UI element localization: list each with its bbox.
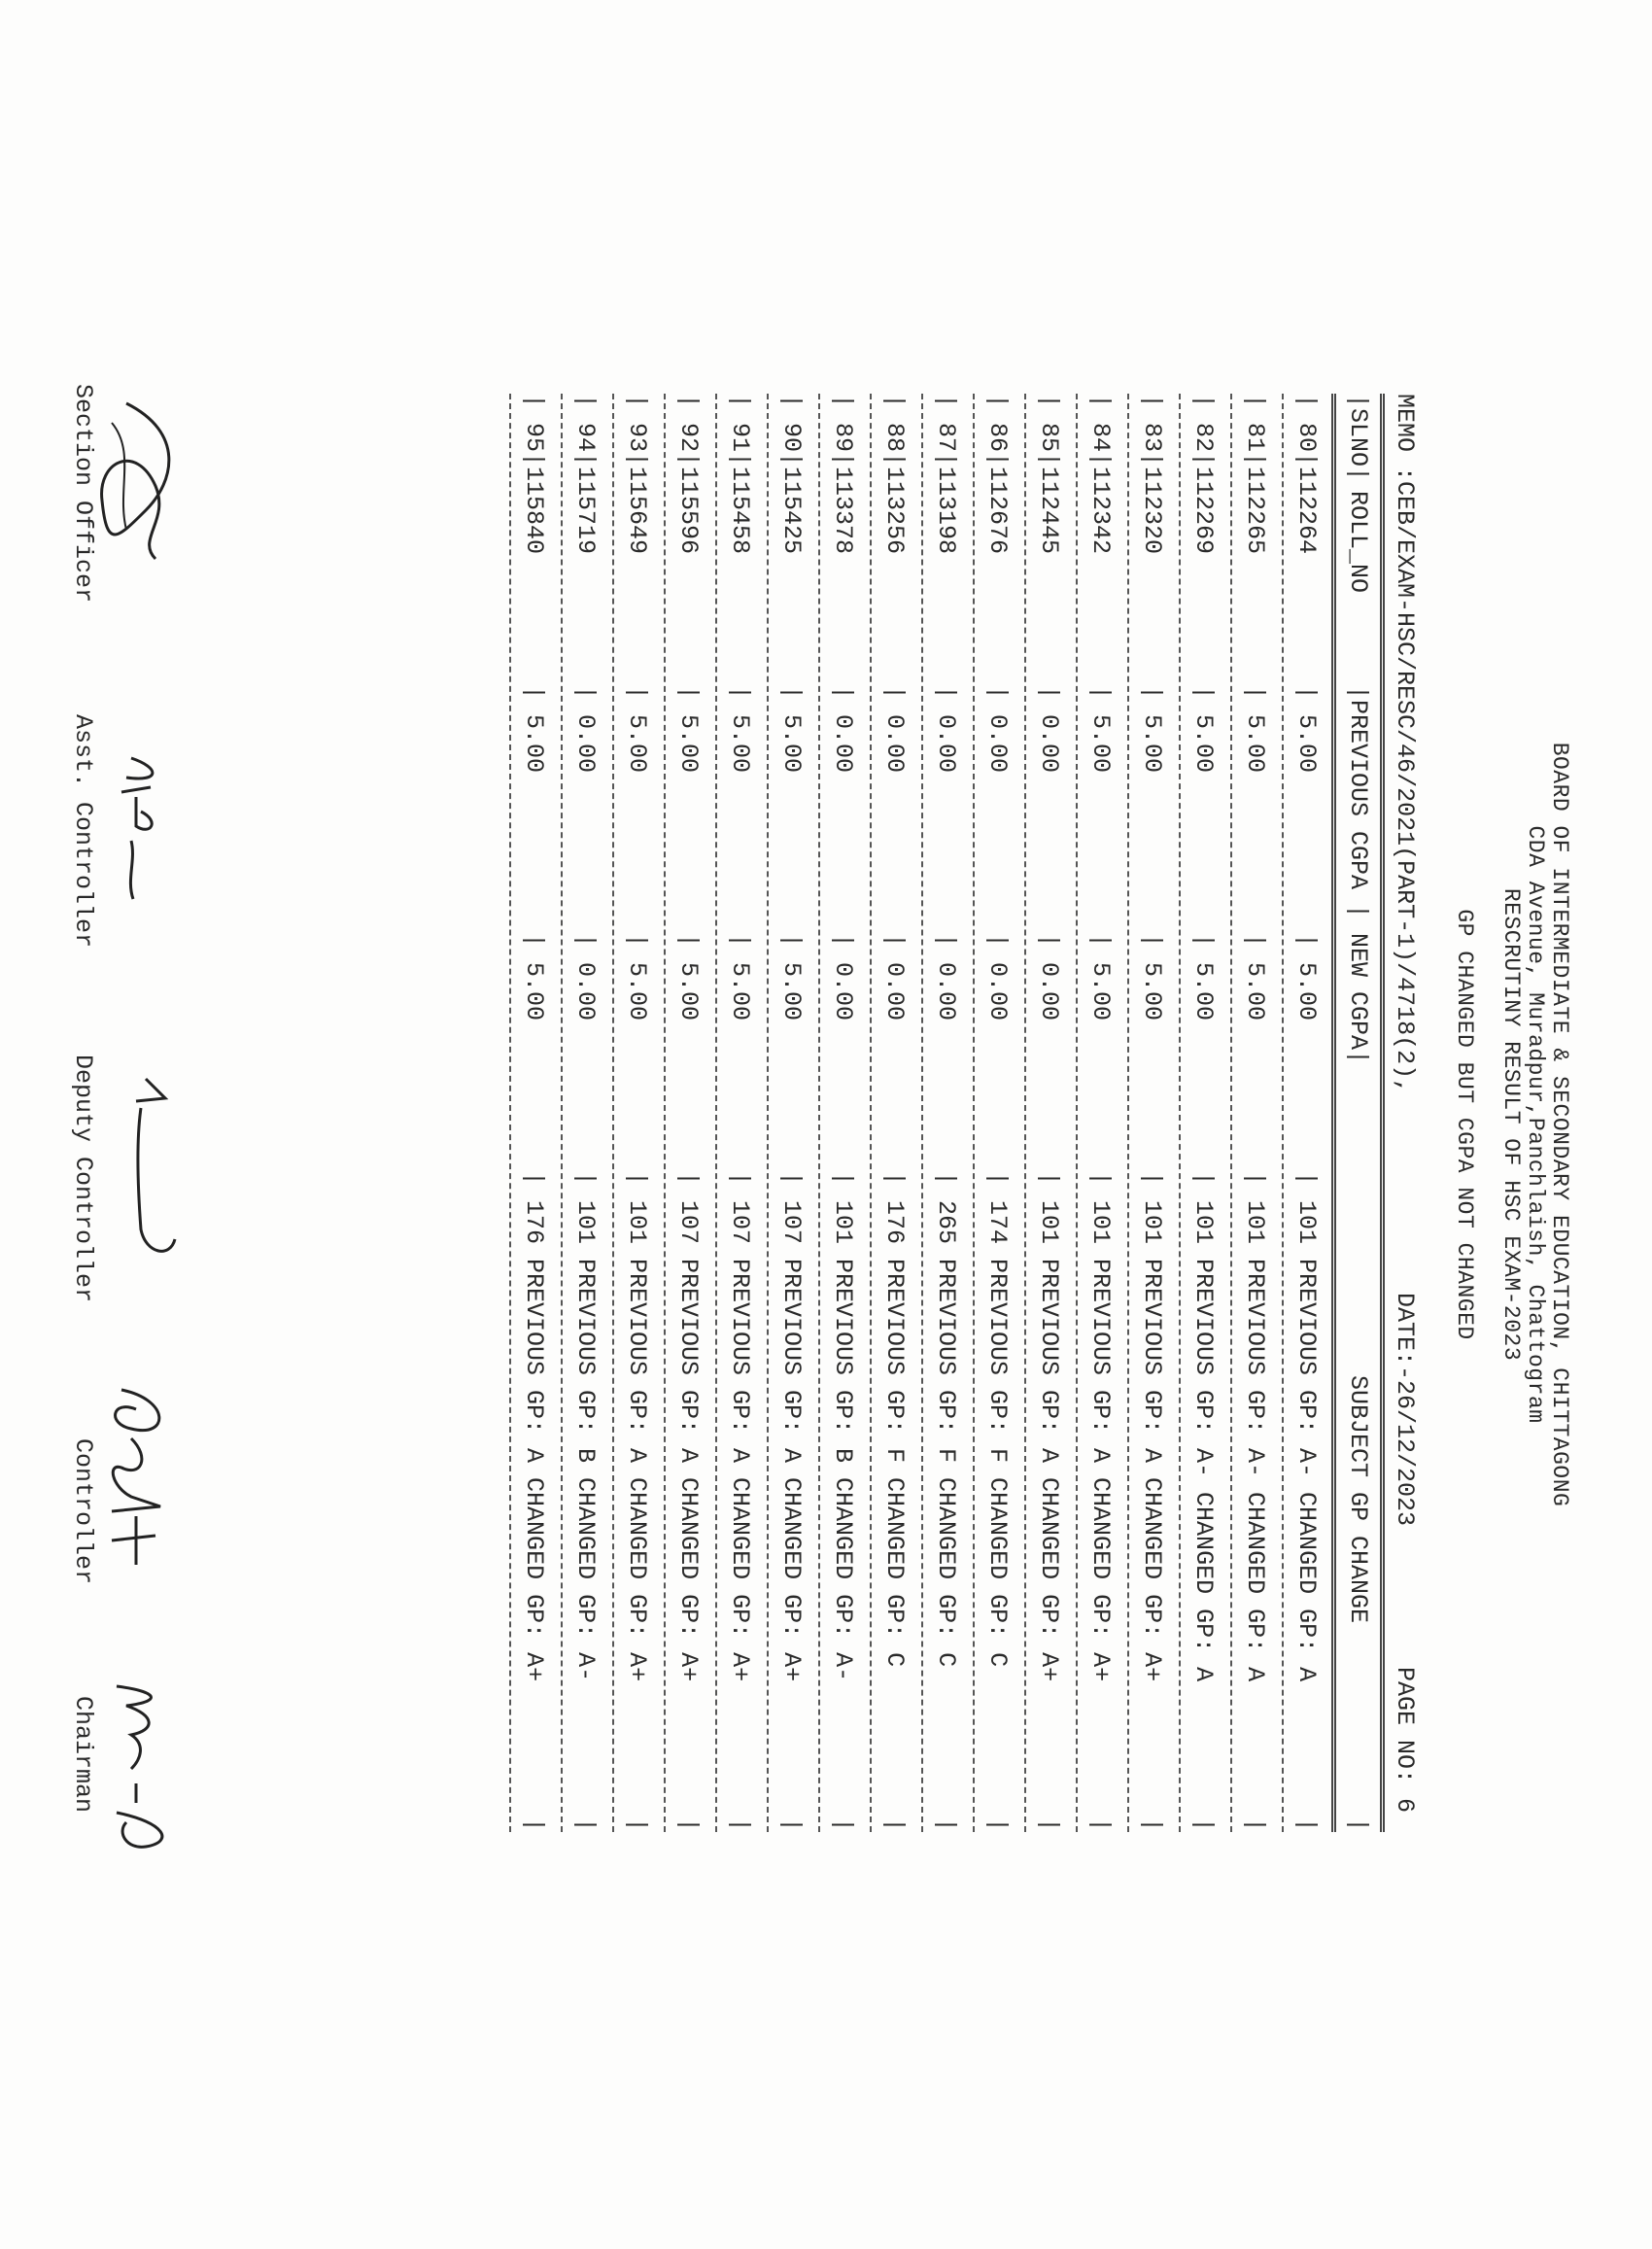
row-slno: | 86| xyxy=(983,394,1012,467)
col-subject-gp-change: SUBJECT GP CHANGE xyxy=(1344,1375,1372,1624)
row-previous-cgpa: | 0.00 xyxy=(829,685,857,774)
row-new-cgpa: | 5.00 xyxy=(1189,933,1218,1021)
row-roll-no: 115425 xyxy=(777,467,806,555)
row-slno: | 80| xyxy=(1292,394,1321,467)
col-new-cgpa: NEW CGPA| xyxy=(1344,933,1372,1065)
row-slno: | 85| xyxy=(1035,394,1063,467)
sig-label-deputy-controller: Deputy Controller xyxy=(69,1055,97,1303)
row-subject-gp-change: | 265 PREVIOUS GP: F CHANGED GP: C xyxy=(932,1171,960,1668)
row-previous-cgpa: | 5.00 xyxy=(726,685,754,774)
row-slno: | 88| xyxy=(880,394,909,467)
row-roll-no: 115649 xyxy=(623,467,651,555)
row-previous-cgpa: | 0.00 xyxy=(571,685,600,774)
row-end: | xyxy=(777,1817,806,1833)
row-end: | xyxy=(726,1817,754,1833)
row-new-cgpa: | 5.00 xyxy=(623,933,651,1021)
row-slno: | 82| xyxy=(1189,394,1218,467)
row-previous-cgpa: | 5.00 xyxy=(623,685,651,774)
row-roll-no: 112269 xyxy=(1189,467,1218,555)
sig-label-controller: Controller xyxy=(69,1438,97,1585)
row-new-cgpa: | 5.00 xyxy=(1241,933,1269,1021)
row-slno: | 91| xyxy=(726,394,754,467)
row-previous-cgpa: | 5.00 xyxy=(1138,685,1166,774)
row-divider xyxy=(921,394,923,1832)
row-subject-gp-change: | 101 PREVIOUS GP: B CHANGED GP: A- xyxy=(829,1171,857,1682)
row-subject-gp-change: | 174 PREVIOUS GP: F CHANGED GP: C xyxy=(983,1171,1012,1668)
row-divider xyxy=(973,394,975,1832)
col-end: | xyxy=(1344,1817,1372,1833)
header-rule-bottom xyxy=(1331,394,1336,1832)
row-end: | xyxy=(1241,1817,1269,1833)
sig-label-chairman: Chairman xyxy=(69,1696,97,1814)
row-end: | xyxy=(674,1817,703,1833)
row-roll-no: 112676 xyxy=(983,467,1012,555)
table-row xyxy=(567,394,605,1832)
page-number: PAGE NO: 6 xyxy=(1391,1667,1419,1814)
row-slno: | 94| xyxy=(571,394,600,467)
row-divider xyxy=(509,394,511,1832)
table-row xyxy=(1082,394,1120,1832)
row-previous-cgpa: | 5.00 xyxy=(674,685,703,774)
row-roll-no: 112342 xyxy=(1086,467,1115,555)
row-end: | xyxy=(1086,1817,1115,1833)
row-new-cgpa: | 5.00 xyxy=(1138,933,1166,1021)
row-divider xyxy=(612,394,614,1832)
row-new-cgpa: | 0.00 xyxy=(829,933,857,1021)
table-row xyxy=(721,394,760,1832)
row-end: | xyxy=(829,1817,857,1833)
board-name: BOARD OF INTERMEDIATE & SECONDARY EDUCATION, CHITTAGONG xyxy=(1547,742,1572,1507)
table-row xyxy=(773,394,811,1832)
table-row xyxy=(1030,394,1069,1832)
row-previous-cgpa: | 0.00 xyxy=(983,685,1012,774)
row-roll-no: 115458 xyxy=(726,467,754,555)
row-new-cgpa: | 5.00 xyxy=(726,933,754,1021)
row-new-cgpa: | 5.00 xyxy=(674,933,703,1021)
table-row xyxy=(1133,394,1172,1832)
col-previous-cgpa: |PREVIOUS CGPA | xyxy=(1344,685,1372,919)
row-new-cgpa: | 0.00 xyxy=(983,933,1012,1021)
row-subject-gp-change: | 101 PREVIOUS GP: A CHANGED GP: A+ xyxy=(1138,1171,1166,1682)
row-roll-no: 115719 xyxy=(571,467,600,555)
memo-number: MEMO :CEB/EXAM-HSC/RESC/46/2021(PART-1)/4718(2), xyxy=(1391,394,1419,1094)
row-end: | xyxy=(880,1817,909,1833)
signature-asst-controller xyxy=(102,753,170,909)
row-roll-no: 112445 xyxy=(1035,467,1063,555)
row-new-cgpa: | 0.00 xyxy=(932,933,960,1021)
row-end: | xyxy=(1292,1817,1321,1833)
row-subject-gp-change: | 101 PREVIOUS GP: A CHANGED GP: A+ xyxy=(1086,1171,1115,1682)
row-new-cgpa: | 0.00 xyxy=(571,933,600,1021)
row-previous-cgpa: | 5.00 xyxy=(1241,685,1269,774)
table-row xyxy=(927,394,966,1832)
row-divider xyxy=(1024,394,1026,1832)
row-divider xyxy=(818,394,820,1832)
row-subject-gp-change: | 107 PREVIOUS GP: A CHANGED GP: A+ xyxy=(726,1171,754,1682)
row-divider xyxy=(561,394,563,1832)
signature-chairman xyxy=(97,1677,185,1871)
row-slno: | 92| xyxy=(674,394,703,467)
row-slno: | 83| xyxy=(1138,394,1166,467)
row-divider xyxy=(767,394,769,1832)
row-subject-gp-change: | 101 PREVIOUS GP: A- CHANGED GP: A xyxy=(1241,1171,1269,1682)
table-row xyxy=(979,394,1017,1832)
row-divider xyxy=(664,394,666,1832)
report-subtitle: GP CHANGED BUT CGPA NOT CHANGED xyxy=(1452,909,1477,1340)
row-end: | xyxy=(1138,1817,1166,1833)
row-subject-gp-change: | 176 PREVIOUS GP: A CHANGED GP: A+ xyxy=(520,1171,548,1682)
row-roll-no: 115596 xyxy=(674,467,703,555)
row-roll-no: 112264 xyxy=(1292,467,1321,555)
row-divider xyxy=(1179,394,1181,1832)
row-end: | xyxy=(1035,1817,1063,1833)
row-new-cgpa: | 0.00 xyxy=(880,933,909,1021)
row-subject-gp-change: | 176 PREVIOUS GP: F CHANGED GP: C xyxy=(880,1171,909,1668)
row-roll-no: 115840 xyxy=(520,467,548,555)
row-new-cgpa: | 5.00 xyxy=(1292,933,1321,1021)
row-slno: | 87| xyxy=(932,394,960,467)
row-roll-no: 112320 xyxy=(1138,467,1166,555)
row-subject-gp-change: | 101 PREVIOUS GP: A CHANGED GP: A+ xyxy=(1035,1171,1063,1682)
row-subject-gp-change: | 101 PREVIOUS GP: B CHANGED GP: A- xyxy=(571,1171,600,1682)
row-previous-cgpa: | 0.00 xyxy=(932,685,960,774)
col-roll: ROLL_NO xyxy=(1344,491,1372,594)
row-slno: | 84| xyxy=(1086,394,1115,467)
result-title: RESCRUTINY RESULT OF HSC EXAM-2023 xyxy=(1498,887,1524,1362)
row-new-cgpa: | 5.00 xyxy=(520,933,548,1021)
row-subject-gp-change: | 101 PREVIOUS GP: A- CHANGED GP: A xyxy=(1292,1171,1321,1682)
row-roll-no: 113198 xyxy=(932,467,960,555)
signature-deputy-controller xyxy=(107,1074,194,1268)
row-new-cgpa: | 0.00 xyxy=(1035,933,1063,1021)
row-previous-cgpa: | 5.00 xyxy=(1292,685,1321,774)
table-header-row xyxy=(1339,394,1378,1832)
row-subject-gp-change: | 101 PREVIOUS GP: A- CHANGED GP: A xyxy=(1189,1171,1218,1682)
row-previous-cgpa: | 5.00 xyxy=(520,685,548,774)
row-slno: | 81| xyxy=(1241,394,1269,467)
row-roll-no: 113378 xyxy=(829,467,857,555)
row-end: | xyxy=(520,1817,548,1833)
table-row xyxy=(515,394,554,1832)
row-end: | xyxy=(571,1817,600,1833)
sig-label-asst-controller: Asst. Controller xyxy=(69,714,97,949)
table-row xyxy=(876,394,914,1832)
row-subject-gp-change: | 107 PREVIOUS GP: A CHANGED GP: A+ xyxy=(777,1171,806,1682)
row-end: | xyxy=(983,1817,1012,1833)
col-slno: |SLNO| xyxy=(1344,394,1372,482)
row-new-cgpa: | 5.00 xyxy=(777,933,806,1021)
row-subject-gp-change: | 107 PREVIOUS GP: A CHANGED GP: A+ xyxy=(674,1171,703,1682)
row-previous-cgpa: | 5.00 xyxy=(777,685,806,774)
row-slno: | 89| xyxy=(829,394,857,467)
table-row xyxy=(824,394,863,1832)
row-slno: | 90| xyxy=(777,394,806,467)
table-row xyxy=(670,394,708,1832)
table-row xyxy=(618,394,657,1832)
row-slno: | 95| xyxy=(520,394,548,467)
row-divider xyxy=(715,394,717,1832)
row-divider xyxy=(1282,394,1284,1832)
signature-section-officer xyxy=(87,394,194,569)
row-previous-cgpa: | 5.00 xyxy=(1086,685,1115,774)
row-roll-no: 113256 xyxy=(880,467,909,555)
row-end: | xyxy=(932,1817,960,1833)
header-rule-top xyxy=(1380,394,1385,1832)
row-end: | xyxy=(1189,1817,1218,1833)
row-new-cgpa: | 5.00 xyxy=(1086,933,1115,1021)
row-roll-no: 112265 xyxy=(1241,467,1269,555)
row-previous-cgpa: | 0.00 xyxy=(880,685,909,774)
sig-label-section-officer: Section Officer xyxy=(69,384,97,604)
row-previous-cgpa: | 5.00 xyxy=(1189,685,1218,774)
board-address: CDA Avenue, Muradpur,Panchlaish, Chattogram xyxy=(1523,825,1548,1424)
row-divider xyxy=(870,394,872,1832)
row-divider xyxy=(1230,394,1232,1832)
row-end: | xyxy=(623,1817,651,1833)
signature-controller xyxy=(92,1380,180,1594)
row-divider xyxy=(1127,394,1129,1832)
row-subject-gp-change: | 101 PREVIOUS GP: A CHANGED GP: A+ xyxy=(623,1171,651,1682)
table-row xyxy=(1236,394,1275,1832)
row-slno: | 93| xyxy=(623,394,651,467)
row-divider xyxy=(1076,394,1078,1832)
row-previous-cgpa: | 0.00 xyxy=(1035,685,1063,774)
table-row xyxy=(1185,394,1223,1832)
memo-date: DATE:-26/12/2023 xyxy=(1391,1293,1419,1527)
table-row xyxy=(1288,394,1326,1832)
